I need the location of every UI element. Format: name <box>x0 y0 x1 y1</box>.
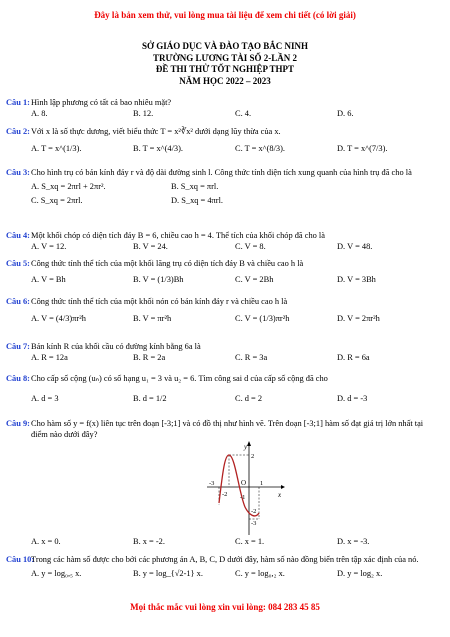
question-text: Công thức tính thể tích của một khối lăng trụ có diện tích đáy B và chiều cao h là <box>31 259 304 268</box>
option-c[interactable]: C. T = x^(8/3). <box>235 144 285 153</box>
option-c[interactable]: C. d = 2 <box>235 394 263 403</box>
x-axis-label: x <box>278 491 282 499</box>
option-b[interactable]: B. T = x^(4/3). <box>133 144 183 153</box>
question-label: Câu 4: <box>6 231 30 240</box>
question-text: Cho hàm số y = f(x) liên tục trên đoạn [-3;1] và có đồ thị như hình vẽ. Trên đoạn [-3;1] hàm số đạt giá trị lớn nhất tại điểm nào dưới đây? <box>31 419 424 439</box>
question-text: Cho cấp số cộng (uₙ) có số hạng u₁ = 3 và u₂ = 6. Tìm công sai d của cấp số cộng đã cho <box>31 374 328 383</box>
contact-notice: Mọi thắc mắc vui lòng xin vui lòng: 084 283 45 85 <box>130 602 320 612</box>
question-4 <box>6 230 431 252</box>
option-b[interactable]: B. V = 24. <box>133 242 168 251</box>
option-c[interactable]: C. S_xq = 2πrl. <box>31 196 83 205</box>
function-graph <box>205 441 285 537</box>
option-a[interactable]: A. V = 12. <box>31 242 67 251</box>
exam-header <box>0 41 450 87</box>
option-d[interactable]: D. T = x^(7/3). <box>337 144 388 153</box>
option-b[interactable]: B. y = log_{√2-1} x. <box>133 569 203 578</box>
question-10 <box>6 554 431 579</box>
question-5 <box>6 258 431 285</box>
option-c[interactable]: C. V = 2Bh <box>235 275 274 284</box>
option-d[interactable]: D. y = log₂ x. <box>337 569 383 578</box>
option-d[interactable]: D. V = 2πr²h <box>337 314 380 323</box>
question-1 <box>6 97 431 119</box>
option-d[interactable]: D. V = 3Bh <box>337 275 376 284</box>
option-b[interactable]: B. x = -2. <box>133 537 165 546</box>
option-a[interactable]: A. V = (4/3)πr²h <box>31 314 86 323</box>
y-axis-label: y <box>244 443 248 451</box>
option-b[interactable]: B. V = (1/3)Bh <box>133 275 184 284</box>
tick-x-1: 1 <box>260 480 264 487</box>
option-d[interactable]: D. 6. <box>337 109 354 118</box>
tick-y-minus2: -2 <box>251 508 257 515</box>
option-d[interactable]: D. S_xq = 4πrl. <box>171 196 223 205</box>
question-label: Câu 10: <box>6 555 35 564</box>
question-label: Câu 9: <box>6 419 30 428</box>
question-label: Câu 1: <box>6 98 30 107</box>
option-a[interactable]: A. 8. <box>31 109 48 118</box>
option-b[interactable]: B. S_xq = πrl. <box>171 182 219 191</box>
question-3 <box>6 167 431 206</box>
option-a[interactable]: A. d = 3 <box>31 394 59 403</box>
question-text: Cho hình trụ có bán kính đáy r và độ dài đường sinh l. Công thức tính diện tích xung quanh của hình trụ đã cho là <box>31 168 412 177</box>
option-d[interactable]: D. R = 6a <box>337 353 370 362</box>
tick-y-minus3: -3 <box>251 520 257 527</box>
option-a[interactable]: A. x = 0. <box>31 537 61 546</box>
origin-label: O <box>241 479 247 487</box>
tick-x-minus2: -2 <box>222 491 228 498</box>
question-2 <box>6 126 431 154</box>
question-9 <box>6 418 431 440</box>
question-text: Một khối chóp có diện tích đáy B = 6, chiều cao h = 4. Thể tích của khối chóp đã cho là <box>31 231 325 240</box>
question-text: Công thức tính thể tích của một khối nón có bán kính đáy r và chiều cao h là <box>31 297 288 306</box>
option-d[interactable]: D. d = -3 <box>337 394 368 403</box>
tick-x-minus3: -3 <box>209 480 215 487</box>
question-label: Câu 6: <box>6 297 30 306</box>
question-text: Bán kính R của khối cầu có đường kính bằng 6a là <box>31 342 201 351</box>
question-6 <box>6 296 431 324</box>
question-8 <box>6 373 431 404</box>
question-label: Câu 3: <box>6 168 30 177</box>
option-b[interactable]: B. V = πr²h <box>133 314 172 323</box>
option-a[interactable]: A. S_xq = 2πrl + 2πr². <box>31 182 106 191</box>
preview-notice: Đây là bản xem thử, vui lòng mua tài liệu để xem chi tiết (có lời giải) <box>94 10 356 20</box>
y-axis-arrow-icon <box>247 441 251 446</box>
option-d[interactable]: D. x = -3. <box>337 537 370 546</box>
function-curve <box>219 455 259 516</box>
header-line-2: TRƯỜNG LƯƠNG TÀI SỐ 2-LẦN 2 <box>153 52 297 63</box>
question-7 <box>6 341 431 363</box>
option-c[interactable]: C. y = log₀,₂ x. <box>235 569 285 578</box>
header-line-1: SỞ GIÁO DỤC VÀ ĐÀO TẠO BẮC NINH <box>142 41 308 51</box>
question-text: Hình lập phương có tất cả bao nhiêu mặt? <box>31 98 172 107</box>
question-text: Trong các hàm số được cho bởi các phương án A, B, C, D dưới đây, hàm số nào đồng biến trên tập xác định của nó. <box>31 555 419 564</box>
option-c[interactable]: C. V = (1/3)πr²h <box>235 314 290 323</box>
question-label: Câu 5: <box>6 259 30 268</box>
tick-y-2: 2 <box>251 453 255 460</box>
x-axis-arrow-icon <box>281 485 285 489</box>
option-b[interactable]: B. d = 1/2 <box>133 394 167 403</box>
option-c[interactable]: C. 4. <box>235 109 252 118</box>
option-b[interactable]: B. 12. <box>133 109 154 118</box>
option-c[interactable]: C. V = 8. <box>235 242 266 251</box>
option-b[interactable]: B. R = 2a <box>133 353 166 362</box>
question-label: Câu 8: <box>6 374 30 383</box>
option-a[interactable]: A. R = 12a <box>31 353 68 362</box>
question-label: Câu 2: <box>6 127 30 136</box>
question-text: Với x là số thực dương, viết biểu thức T = x²∛x² dưới dạng lũy thừa của x. <box>31 127 281 136</box>
tick-y-minus1: -1 <box>240 494 246 501</box>
option-c[interactable]: C. x = 1. <box>235 537 265 546</box>
option-a[interactable]: A. V = Bh <box>31 275 66 284</box>
header-line-3: ĐỀ THI THỬ TỐT NGHIỆP THPT <box>155 64 295 74</box>
option-d[interactable]: D. V = 48. <box>337 242 373 251</box>
option-a[interactable]: A. y = log₀,₅ x. <box>31 569 82 578</box>
question-label: Câu 7: <box>6 342 30 351</box>
header-line-4: NĂM HỌC 2022 – 2023 <box>179 75 271 86</box>
question-9-options <box>31 536 431 547</box>
option-c[interactable]: C. R = 3a <box>235 353 268 362</box>
option-a[interactable]: A. T = x^(1/3). <box>31 144 82 153</box>
